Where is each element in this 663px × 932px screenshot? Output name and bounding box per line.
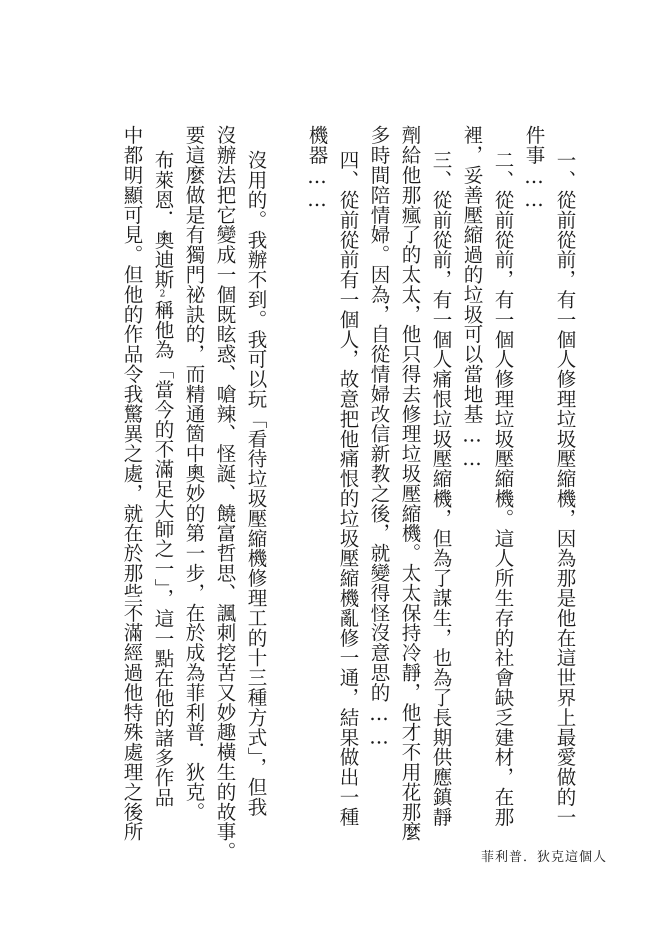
text-line: 要這麼做是有獨門祕訣的，而精通箇中奧妙的第一步，在於成為菲利普．狄克。 [182,125,206,822]
text-line: 稱他為「當今的不滿足大師之一」，這一點在他的諸多作品 [151,299,175,808]
text-line: 件事…… [522,125,546,212]
text-column [122,125,142,841]
text-column [369,125,389,749]
text-line: 二、從前從前，有一個人修理垃圾壓縮機。這人所生存的社會缺乏建材，在那 [491,150,515,827]
text-line: 機器…… [305,125,329,212]
text-line: 多時間陪情婦。因為，自從情婦改信新教之後，就變得怪沒意思的…… [367,125,391,749]
text-column [400,125,420,841]
text-column [431,150,451,827]
text-line: 中都明顯可見。但他的作品令我驚異之處，就在於那些不滿經過他特殊處理之後所 [120,125,144,842]
text-line: 三、從前從前，有一個人痛恨垃圾壓縮機，但為了謀生，也為了長期供應鎮靜 [429,150,453,827]
text-line: 布萊恩．奧迪斯 [151,150,175,290]
text-line: 沒辦法把它變成一個既眩惑、嗆辣、怪誕、饒富哲思、諷刺挖苦又妙趣橫生的故事。 [213,125,237,862]
text-column [153,150,173,807]
text-line: 裡，妥善壓縮過的垃圾可以當地基…… [460,125,484,471]
running-footer: 菲利普．狄克這個人 [481,850,608,865]
text-column [493,150,513,827]
text-line: 劑給他那瘋了的太太，他只得去修理垃圾壓縮機。太太保持冷靜，他才不用花那麼 [398,125,422,842]
text-column [215,125,235,861]
text-line: 一、從前從前，有一個人修理垃圾壓縮機，因為那是他在這世界上最愛做的一 [553,150,577,827]
text-line: 四、從前從前有一個人，故意把他痛恨的垃圾壓縮機亂修一通，結果做出一種 [336,150,360,827]
footnote-marker: 2 [157,289,168,300]
text-column [184,125,204,822]
text-column [307,125,327,212]
text-column [555,150,575,827]
text-column [462,125,482,470]
text-column [524,125,544,212]
text-line: 沒用的。我辦不到。我可以玩「看待垃圾壓縮機修理工的十三種方式」，但我 [244,150,268,817]
text-column [246,150,266,817]
text-column [338,150,358,827]
